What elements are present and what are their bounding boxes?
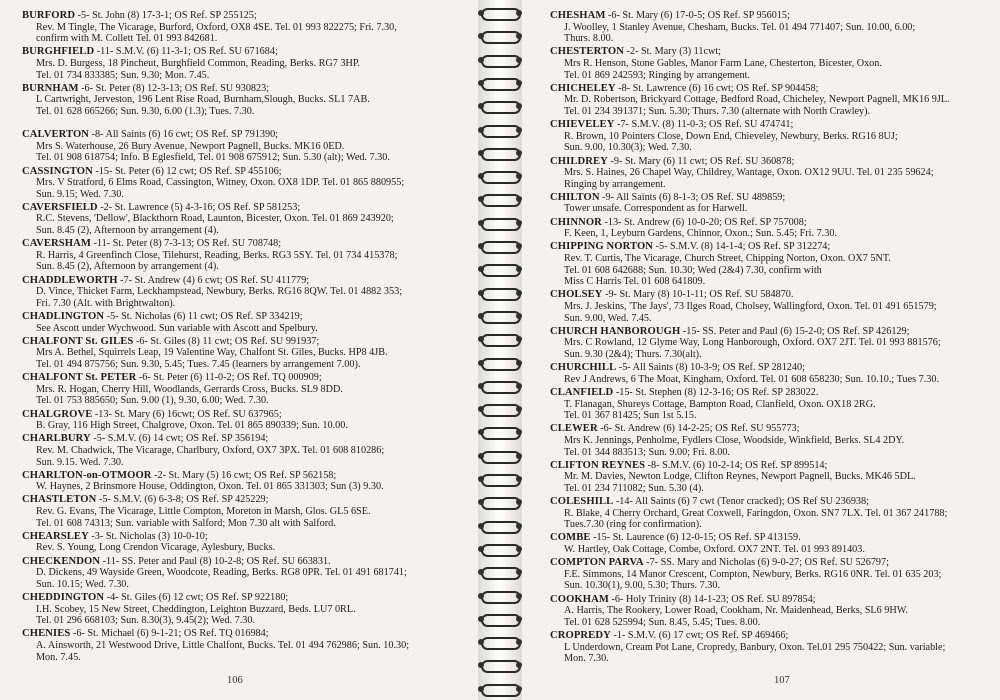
entry-contact-line: Tel. 01 494 875756; Sun. 9.30, 5.45; Tues. 7.45 (learners by arrangement 7.00). <box>36 358 361 370</box>
tower-details: -6- Holy Trinity (8) 14-1-23; OS Ref. SU 897854; <box>611 593 816 605</box>
entry-heading <box>22 628 464 640</box>
binding-coil <box>481 288 519 301</box>
entry-contact-line: Mr. M. Davies, Newton Lodge, Clifton Reynes, Newport Pagnell, Bucks. MK46 5DL. <box>564 471 916 483</box>
entry-contact-line: W. Hartley, Oak Cottage, Combe, Oxford. OX7 2NT. Tel. 01 993 891403. <box>564 544 865 556</box>
tower-name: CROPREDY <box>550 629 611 641</box>
tower-name: CHILTON <box>550 191 600 203</box>
binding-coil <box>481 684 519 697</box>
entry-contact-line: Tel. 01 628 525994; Sun. 8.45, 5.45; Tues. 8.00. <box>564 616 761 628</box>
tower-details: -2- St. Lawrence (5) 4-3-16; OS Ref. SP 581253; <box>100 201 301 213</box>
tower-name: CHADDLEWORTH <box>22 274 118 286</box>
tower-details: -7- S.M.V. (8) 11-0-3; OS Ref. SU 474741; <box>617 119 794 131</box>
tower-entry <box>22 409 464 432</box>
tower-name: CHALGROVE <box>22 408 93 420</box>
tower-entry <box>550 460 990 495</box>
entry-contact-line: W. Haynes, 2 Brinsmore House, Oddington, Oxon. Tel. 01 865 331303; Sun (3) 9.30. <box>36 481 384 493</box>
entry-contact-line: Sun. 9.00, Wed. 7.45. <box>564 312 652 324</box>
tower-details: -6- St. Giles (8) 11 cwt; OS Ref. SU 991937; <box>135 335 320 347</box>
entry-contact-line: See Ascott under Wychwood. Sun variable with Ascott and Spelbury. <box>36 322 318 334</box>
entry-contact-line: Tel. 01 608 642688; Sun. 10.30; Wed (2&4) 7.30, confirm with <box>564 264 822 276</box>
binding-coil <box>481 427 519 440</box>
entry-contact-line: Rev J Andrews, 6 The Moat, Kingham, Oxford. Tel. 01 608 658230; Sun. 10.10.; Tues 7.30. <box>564 373 939 385</box>
binding-coil <box>481 358 519 371</box>
tower-name: CHALFONT St. PETER <box>22 372 137 384</box>
tower-details: -7- St. Andrew (4) 6 cwt; OS Ref. SU 411779; <box>120 274 310 286</box>
entry-contact-line: R. Brown, 10 Pointers Close, Down End, Chieveley, Newbury, Berks. RG16 8UJ; <box>564 130 898 142</box>
tower-entry <box>550 241 990 287</box>
entry-contact-line: F.E. Simmons, 14 Manor Crescent, Compton, Newbury, Berks. RG16 0NR. Tel. 01 635 203; <box>564 568 942 580</box>
entry-contact-line: Mrs S. Waterhouse, 26 Bury Avenue, Newport Pagnell, Bucks. MK16 0ED. <box>36 140 345 152</box>
entry-heading <box>22 372 464 384</box>
tower-details: -5- St. John (8) 17-3-1; OS Ref. SP 255125; <box>77 10 257 21</box>
tower-entry <box>22 592 464 627</box>
tower-entry <box>22 275 464 310</box>
entry-contact-line: T. Flanagan, Shureys Cottage, Bampton Road, Clanfield, Oxon. OX18 2RG. <box>564 398 876 410</box>
tower-name: BURGHFIELD <box>22 46 95 58</box>
entry-contact-line: Tel. 01 234 391371; Sun. 5.30; Thurs. 7.30 (alternate with North Crawley). <box>564 105 871 117</box>
tower-details: -1- S.M.V. (6) 17 cwt; OS Ref. SP 469466; <box>613 629 789 641</box>
entry-contact-line: Rev. M. Chadwick, The Vicarage, Charlbury, Oxford, OX7 3PX. Tel. 01 608 810286; <box>36 444 385 456</box>
tower-name: CHASTLETON <box>22 494 97 506</box>
tower-entry <box>22 336 464 371</box>
entry-contact-line: R.C. Stevens, 'Dellow', Blackthorn Road, Launton, Bicester, Oxon. Tel. 01 869 243920; <box>36 213 394 225</box>
tower-details: -9- St. Mary (6) 11 cwt; OS Ref. SU 360878; <box>610 155 795 167</box>
entry-contact-line: Tel. 01 344 883513; Sun. 9.00; Fri. 8.00. <box>564 446 730 458</box>
entry-heading <box>22 238 464 250</box>
entry-heading <box>550 217 990 229</box>
entry-heading <box>550 46 990 58</box>
tower-details: -9- All Saints (6) 8-1-3; OS Ref. SU 489859; <box>602 191 786 203</box>
entry-contact-line: Mrs. J. Jeskins, 'The Jays', 73 Ilges Road, Cholsey, Wallingford, Oxon. Tel. 01 491 651579; <box>564 301 937 312</box>
binding-coil <box>481 544 519 557</box>
tower-entry <box>22 433 464 468</box>
entry-contact-line: confirm with M. Collett Tel. 01 993 842681. <box>36 33 218 45</box>
binding-coil <box>481 334 519 347</box>
entry-contact-line: F. Keen, 1, Leyburn Gardens, Chinnor, Oxon.; Sun. 5.45; Fri. 7.30. <box>564 228 837 240</box>
tower-name: CHICHELEY <box>550 82 616 94</box>
entry-heading <box>22 202 464 214</box>
entry-heading <box>550 557 990 569</box>
tower-details: -2- St. Mary (5) 16 cwt; OS Ref. SP 562158; <box>154 469 337 481</box>
entry-contact-line: Mrs. R. Hogan, Cherry Hill, Woodlands, Gerrards Cross, Bucks. SL9 8DD. <box>36 383 343 395</box>
entry-heading <box>22 494 464 506</box>
entry-contact-line: D. Vince, Thicket Farm, Leckhampstead, Newbury, Berks. RG16 8QW. Tel. 01 4882 353; <box>36 286 403 298</box>
entry-heading <box>22 556 464 568</box>
tower-details: -13- St. Andrew (6) 10-0-20; OS Ref. SP 757008; <box>604 216 807 228</box>
tower-entry <box>22 166 464 201</box>
entry-contact-line: Tel. 01 908 618754; Info. B Eglesfield, Tel. 01 908 675912; Sun. 5.30 (alt); Wed. 7.30. <box>36 152 390 164</box>
entry-heading <box>550 362 990 374</box>
binding-coil <box>481 218 519 231</box>
entry-contact-line: A. Harris, The Rookery, Lower Road, Cookham, Nr. Maidenhead, Berks, SL6 9HW. <box>564 605 908 617</box>
entry-contact-line: Tel. 01 628 665266; Sun. 9.30, 6.00 (1.3); Tues. 7.30. <box>36 105 255 117</box>
tower-details: -15- St. Peter (6) 12 cwt; OS Ref. SP 455106; <box>95 165 282 177</box>
tower-name: CALVERTON <box>22 129 90 141</box>
tower-details: -6- St. Peter (8) 12-3-13; OS Ref. SU 930823; <box>81 82 270 94</box>
left-entry-list <box>22 10 464 665</box>
entry-heading <box>550 496 990 508</box>
tower-name: CLIFTON REYNES <box>550 459 646 471</box>
binding-coil <box>481 101 519 114</box>
entry-heading <box>22 166 464 178</box>
tower-details: -6- St. Mary (6) 17-0-5; OS Ref. SP 956015; <box>608 10 790 21</box>
entry-contact-line: Sun. 10.15; Wed. 7.30. <box>36 578 129 590</box>
tower-name: CLEWER <box>550 423 598 435</box>
tower-entry <box>550 557 990 592</box>
entry-contact-line: Mrs A. Bethel, Squirrels Leap, 19 Valentine Way, Chalfont St. Giles, Bucks. HP8 4JB. <box>36 347 388 359</box>
entry-contact-line: Tel. 01 608 74313; Sun. variable with Salford; Mon 7.30 alt with Salford. <box>36 517 336 529</box>
entry-heading <box>550 83 990 95</box>
tower-entry <box>22 129 464 164</box>
entry-heading <box>22 129 464 141</box>
binding-coil <box>481 591 519 604</box>
entry-heading <box>550 10 990 22</box>
tower-name: CAVERSHAM <box>22 238 91 250</box>
tower-details: -13- St. Mary (6) 16cwt; OS Ref. SU 637965; <box>94 408 282 420</box>
tower-details: -8- All Saints (6) 16 cwt; OS Ref. SP 791390; <box>91 129 279 141</box>
tower-name: CHURCHILL <box>550 362 617 374</box>
binding-coil <box>481 567 519 580</box>
tower-name: CLANFIELD <box>550 386 614 398</box>
tower-details: -7- SS. Mary and Nicholas (6) 9-0-27; OS Ref. SU 526797; <box>646 557 889 569</box>
binding-coil <box>481 614 519 627</box>
tower-entry <box>22 311 464 334</box>
entry-contact-line: Mrs. V Stratford, 6 Elms Road, Cassington, Witney, Oxon. OX8 1DP. Tel. 01 865 880955; <box>36 177 405 189</box>
page-number-right: 107 <box>774 675 790 686</box>
entry-contact-line: L Cartwright, Jerveston, 196 Lent Rise Road, Burnham,Slough, Bucks. SL1 7AB. <box>36 94 370 106</box>
tower-details: -5- S.M.V. (6) 14 cwt; OS Ref. SP 356194; <box>93 433 269 445</box>
tower-name: CHURCH HANBOROUGH <box>550 325 681 337</box>
entry-contact-line: I.H. Scobey, 15 New Street, Cheddington, Leighton Buzzard, Beds. LU7 0RL. <box>36 603 356 615</box>
entry-contact-line: A. Ainsworth, 21 Westwood Drive, Little Chalfont, Bucks. Tel. 01 494 762986; Sun. 10.30; <box>36 639 410 651</box>
entry-heading <box>22 46 464 58</box>
entry-contact-line: Mrs. D. Burgess, 18 Pincheut, Burghfield Common, Reading, Berks. RG7 3HP. <box>36 57 360 69</box>
tower-details: -6- St. Peter (6) 11-0-2; OS Ref. TQ 000909; <box>138 372 322 384</box>
tower-name: CHILDREY <box>550 155 608 167</box>
tower-details: -15- SS. Peter and Paul (6) 15-2-0; OS Ref. SP 426129; <box>682 325 910 337</box>
binding-coil <box>481 637 519 650</box>
tower-entry <box>550 289 990 324</box>
entry-contact-line: Rev. G. Evans, The Vicarage, Little Compton, Moreton in Marsh, Glos. GL5 6SE. <box>36 506 371 518</box>
binding-coil <box>481 311 519 324</box>
binding-coil <box>481 78 519 91</box>
binding-coil <box>481 451 519 464</box>
binding-coil <box>481 171 519 184</box>
binding-coil <box>481 125 519 138</box>
tower-details: -15- St. Stephen (8) 12-3-16; OS Ref. SP 283022. <box>615 386 819 398</box>
binding-coil <box>481 404 519 417</box>
tower-entry <box>22 10 464 45</box>
binding-coil <box>481 8 519 21</box>
tower-entry <box>550 423 990 458</box>
entry-heading <box>550 630 990 642</box>
right-page <box>522 0 1000 700</box>
tower-details: -8- St. Lawrence (6) 16 cwt; OS Ref. SP 904458; <box>618 82 819 94</box>
binding-coil <box>481 31 519 44</box>
entry-contact-line: Ringing by arrangement. <box>564 178 666 190</box>
tower-entry <box>550 83 990 118</box>
left-page <box>0 0 478 700</box>
entry-heading <box>22 409 464 421</box>
entry-contact-line: R. Harris, 4 Greenfinch Close, Tilehurst, Reading, Berks. RG3 5SY. Tel. 01 734 415378; <box>36 249 398 261</box>
entry-contact-line: Sun. 9.00, 10.30(3); Wed. 7.30. <box>564 142 692 154</box>
tower-entry <box>550 387 990 422</box>
entry-contact-line: Sun. 9.15. Wed. 7.30. <box>36 456 124 468</box>
binding-coil <box>481 660 519 673</box>
page-number-left: 106 <box>227 675 243 686</box>
tower-details: -3- St. Nicholas (3) 10-0-10; <box>91 530 208 542</box>
entry-contact-line: Tel. 01 753 885650; Sun. 9.00 (1), 9.30, 6.00; Wed. 7.30. <box>36 395 269 407</box>
tower-details: -9- St. Mary (8) 10-1-11; OS Ref. SU 584870. <box>605 289 794 301</box>
tower-entry <box>22 372 464 407</box>
tower-entry <box>550 217 990 240</box>
entry-contact-line: Sun. 10.30(1), 9.00, 5.30; Thurs. 7.30. <box>564 580 721 592</box>
binding-coil <box>481 521 519 534</box>
tower-details: -6- St. Andrew (6) 14-2-25; OS Ref. SU 955773; <box>600 423 800 435</box>
tower-name: COMPTON PARVA <box>550 557 644 569</box>
entry-contact-line: Rev. M Tingle, The Vicarage, Burford, Oxford, OX8 4SE. Tel. 01 993 822275; Fri. 7.30, <box>36 21 397 33</box>
tower-entry <box>550 119 990 154</box>
binding-coil <box>481 241 519 254</box>
tower-entry <box>22 494 464 529</box>
tower-name: BURFORD <box>22 10 76 21</box>
tower-entry <box>550 532 990 555</box>
entry-heading <box>550 387 990 399</box>
entry-heading <box>22 83 464 95</box>
entry-contact-line: Thurs. 8.00. <box>564 33 614 45</box>
entry-contact-line: Mrs. C Rowland, 12 Glyme Way, Long Hanborough, Oxford. OX7 2JT. Tel. 01 993 881576; <box>564 337 941 349</box>
tower-details: -6- St. Michael (6) 9-1-21; OS Ref. TQ 016984; <box>72 628 269 640</box>
entry-contact-line: R. Blake, 4 Cherry Orchard, Great Coxwell, Faringdon, Oxon. SN7 7LX. Tel. 01 367 241788; <box>564 507 948 519</box>
entry-contact-line: Sun. 9.15; Wed. 7.30. <box>36 188 124 200</box>
entry-contact-line: Mr. D. Robertson, Brickyard Cottage, Bedford Road, Chicheley, Newport Pagnell, MK16 9JL. <box>564 94 950 106</box>
entry-heading <box>550 192 990 204</box>
entry-heading <box>22 531 464 543</box>
tower-entry <box>550 496 990 531</box>
entry-heading <box>22 592 464 604</box>
tower-entry <box>550 594 990 629</box>
tower-details: -5- S.M.V. (6) 6-3-8; OS Ref. SP 425229; <box>98 494 269 506</box>
entry-contact-line: Sun. 8.45 (2), Afternoon by arrangement (4). <box>36 261 219 273</box>
tower-name: CHIEVELEY <box>550 119 615 131</box>
tower-details: -5- All Saints (8) 10-3-9; OS Ref. SP 281240; <box>618 362 805 374</box>
entry-heading <box>550 289 990 301</box>
tower-name: CHESHAM <box>550 10 606 21</box>
entry-contact-line: Fri. 7.30 (Alt. with Brightwalton). <box>36 297 176 309</box>
tower-entry <box>22 238 464 273</box>
right-entry-list <box>550 10 990 666</box>
tower-entry <box>550 362 990 385</box>
tower-entry <box>550 10 990 45</box>
entry-heading <box>550 156 990 168</box>
tower-entry <box>550 192 990 215</box>
entry-contact-line: Tel. 01 734 833385; Sun. 9.30; Mon. 7.45. <box>36 69 210 81</box>
binding-coil <box>481 381 519 394</box>
tower-name: CHOLSEY <box>550 289 603 301</box>
entry-heading <box>550 241 990 253</box>
tower-entry <box>22 556 464 591</box>
tower-details: -11- SS. Peter and Paul (8) 10-2-8; OS Ref. SU 663831. <box>102 555 331 567</box>
entry-heading <box>550 119 990 131</box>
tower-entry <box>22 83 464 118</box>
entry-heading <box>550 326 990 338</box>
tower-details: -2- St. Mary (3) 11cwt; <box>626 46 721 58</box>
entry-contact-line: L Underdown, Cream Pot Lane, Cropredy, Banbury, Oxon. Tel.01 295 750422; Sun. variable; <box>564 641 946 653</box>
tower-entry <box>22 470 464 493</box>
entry-heading <box>22 10 464 22</box>
tower-name: CHALFONT St. GILES <box>22 335 134 347</box>
tower-entry <box>22 202 464 237</box>
entry-contact-line: Tel. 01 869 242593; Ringing by arrangement. <box>564 69 751 81</box>
tower-entry <box>22 628 464 663</box>
tower-details: -4- St. Giles (6) 12 cwt; OS Ref. SP 922180; <box>106 592 289 603</box>
entry-contact-line: Tower unsafe. Correspondent as for Harwell. <box>564 203 748 215</box>
tower-details: -8- S.M.V. (6) 10-2-14; OS Ref. SP 899514; <box>647 459 828 471</box>
entry-heading <box>550 532 990 544</box>
entry-heading <box>22 336 464 348</box>
tower-details: -5- St. Nicholas (6) 11 cwt; OS Ref. SP 334219; <box>106 311 303 322</box>
tower-name: CASSINGTON <box>22 165 93 177</box>
tower-name: CHINNOR <box>550 216 602 228</box>
tower-name: CHARLTON-on-OTMOOR <box>22 469 152 481</box>
binding-coil <box>481 194 519 207</box>
entry-contact-line: Tues.7.30 (ring for confirmation). <box>564 519 702 531</box>
entry-contact-line: B. Gray, 116 High Street, Chalgrove, Oxon. Tel. 01 865 890339; Sun. 10.00. <box>36 420 348 432</box>
tower-name: CHEARSLEY <box>22 530 89 542</box>
binding-coil <box>481 497 519 510</box>
entry-contact-line: Rev. S. Young, Long Crendon Vicarage, Aylesbury, Bucks. <box>36 542 276 554</box>
tower-entry <box>22 46 464 81</box>
entry-contact-line: Tel. 01 234 711082; Sun. 5.30 (4). <box>564 482 704 494</box>
tower-name: CHEDDINGTON <box>22 592 105 603</box>
entry-contact-line: Sun. 9.30 (2&4); Thurs. 7.30(alt). <box>564 348 702 360</box>
tower-entry <box>22 531 464 554</box>
binding-coil <box>481 474 519 487</box>
tower-name: CAVERSFIELD <box>22 201 98 213</box>
tower-details: -5- S.M.V. (8) 14-1-4; OS Ref. SP 312274; <box>655 241 831 253</box>
tower-entry <box>550 46 990 81</box>
entry-heading <box>22 433 464 445</box>
entry-contact-line: Tel. 01 296 668103; Sun. 8.30(3), 9.45(2); Wed. 7.30. <box>36 615 255 627</box>
entry-contact-line: Rev. T. Curtis, The Vicarage, Church Street, Chipping Norton, Oxon. OX7 5NT. <box>564 253 891 265</box>
entry-heading <box>550 423 990 435</box>
entry-contact-line: Mrs R. Henson, Stone Gables, Manor Farm Lane, Chesterton, Bicester, Oxon. <box>564 57 882 69</box>
entry-contact-line: Mon. 7.45. <box>36 651 81 663</box>
entry-contact-line: Sun. 8.45 (2), Afternoon by arrangement (4). <box>36 225 219 237</box>
entry-heading <box>550 594 990 606</box>
entry-contact-line: Miss C Harris Tel. 01 608 641809. <box>564 276 706 288</box>
entry-gap <box>22 119 464 129</box>
entry-contact-line: Mon. 7.30. <box>564 653 609 665</box>
tower-name: COOKHAM <box>550 593 609 605</box>
tower-name: COLESHILL <box>550 496 614 508</box>
tower-name: CHECKENDON <box>22 555 101 567</box>
tower-name: CHADLINGTON <box>22 311 105 322</box>
binding-coil <box>481 55 519 68</box>
entry-heading <box>22 311 464 323</box>
tower-name: CHIPPING NORTON <box>550 241 654 253</box>
binding-coil <box>481 148 519 161</box>
entry-contact-line: Mrs K. Jennings, Penholme, Fydlers Close, Woodside, Winkfield, Berks. SL4 2DY. <box>564 434 905 446</box>
entry-contact-line: Mrs. S. Haines, 26 Chapel Way, Childrey, Wantage, Oxon. OX12 9UU. Tel. 01 235 59624; <box>564 167 934 179</box>
tower-name: BURNHAM <box>22 82 79 94</box>
tower-details: -11- St. Peter (8) 7-3-13; OS Ref. SU 708748; <box>93 238 282 250</box>
tower-name: CHARLBURY <box>22 433 91 445</box>
entry-contact-line: D. Dickens, 49 Wayside Green, Woodcote, Reading, Berks. RG8 0PR. Tel. 01 491 681741; <box>36 567 407 579</box>
entry-contact-line: Tel. 01 367 81425; Sun 1st 5.15. <box>564 410 697 422</box>
entry-heading <box>550 460 990 472</box>
binding-coil <box>481 264 519 277</box>
tower-details: -15- St. Laurence (6) 12-0-15; OS Ref. SP 413159. <box>593 532 801 544</box>
tower-details: -11- S.M.V. (6) 11-3-1; OS Ref. SU 671684; <box>96 46 278 58</box>
entry-heading <box>22 470 464 482</box>
tower-details: -14- All Saints (6) 7 cwt (Tenor cracked); OS Ref SU 236938; <box>615 496 869 508</box>
tower-name: CHESTERTON <box>550 46 625 58</box>
entry-heading <box>22 275 464 287</box>
tower-name: COMBE <box>550 532 591 544</box>
tower-entry <box>550 630 990 665</box>
tower-entry <box>550 326 990 361</box>
tower-entry <box>550 156 990 191</box>
entry-contact-line: J. Woolley, 1 Stanley Avenue, Chesham, Bucks. Tel. 01 494 771407; Sun. 10.00, 6.00; <box>564 21 916 33</box>
tower-name: CHENIES <box>22 628 71 640</box>
